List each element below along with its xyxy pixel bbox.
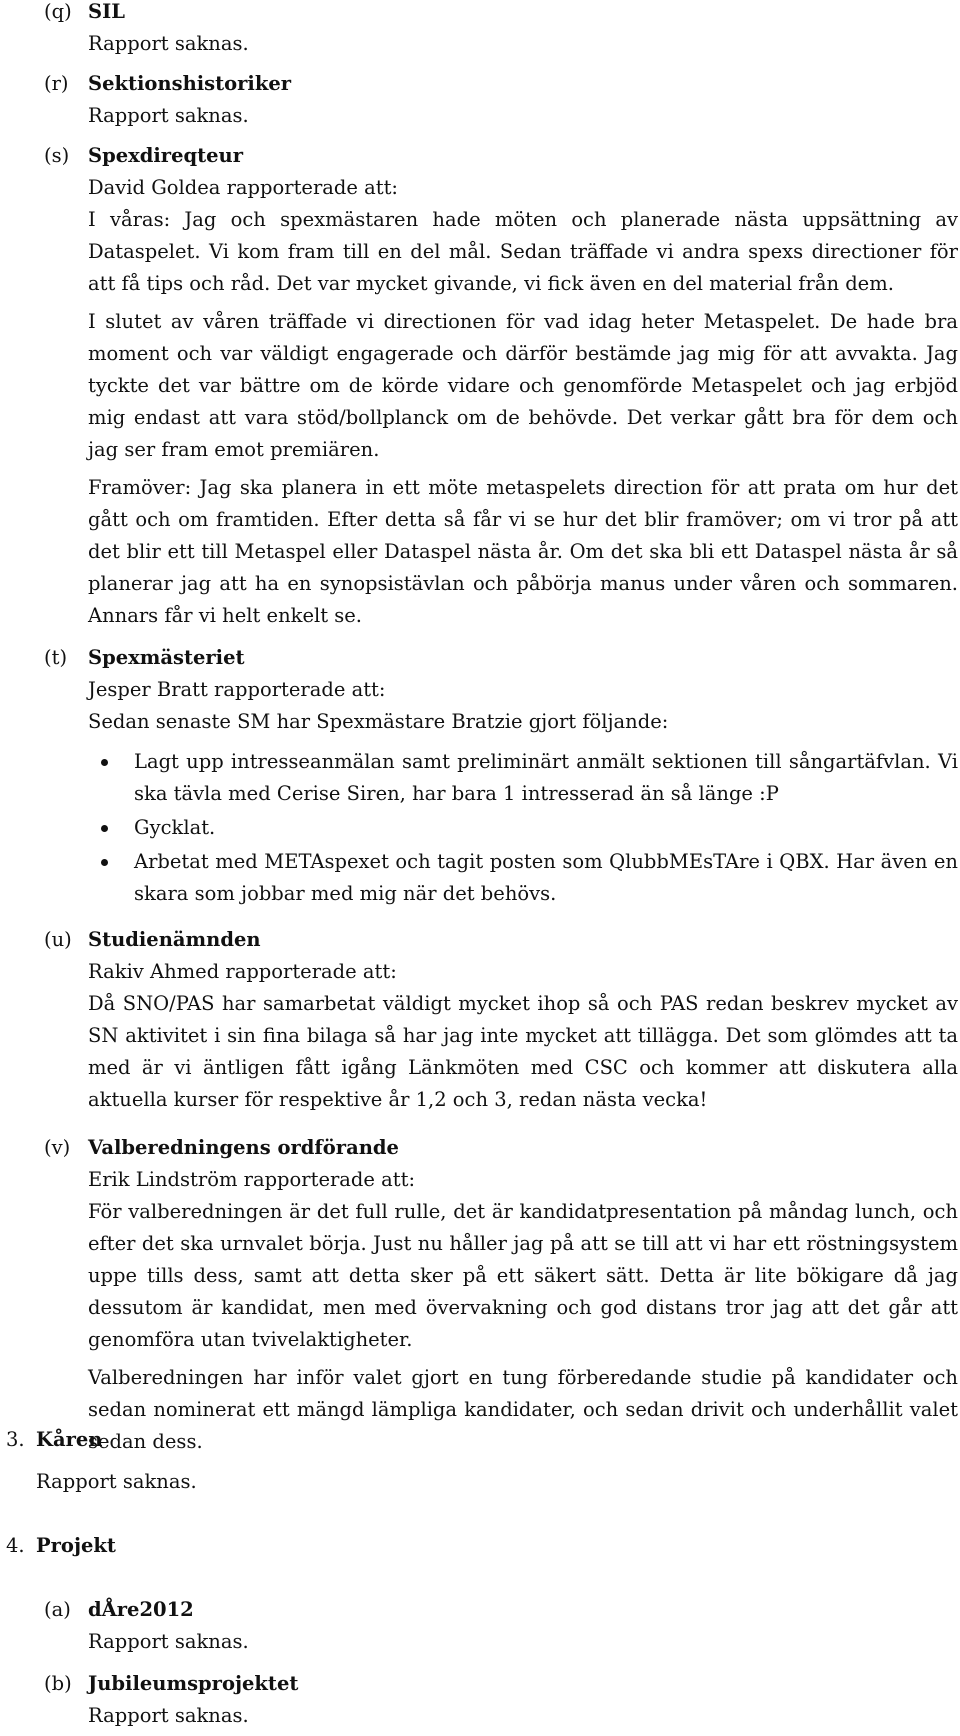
item-number: 4.	[6, 1534, 25, 1557]
bullet-icon	[101, 759, 108, 766]
paragraph: Då SNO/PAS har samarbetat väldigt mycket ihop så och PAS redan beskrev mycket av SN aktivitet i sin fina bilaga så har jag inte mycket att tillägga. Det som glömdes att ta med är vi äntligen fått igång Länkmöten med CSC och kommer att diskutera alla aktuella kurser för respektive år 1,2 och 3, redan nästa vecka!	[88, 992, 958, 1111]
section-q	[0, 0, 960, 60]
list-item: Arbetat med METAspexet och tagit posten som QlubbMEsTAre i QBX. Har även en skara som jobbar med mig när det behövs.	[88, 846, 958, 910]
list-item: Gycklat.	[88, 812, 958, 844]
paragraph: Valberedningen har inför valet gjort en tung förberedande studie på kandidater och sedan nominerat ett mängd lämpliga kandidater, och sedan drivit och underhållit valet sedan dess.	[88, 1366, 958, 1453]
item-label: (a)	[44, 1598, 71, 1621]
item-label: (u)	[44, 928, 72, 951]
section-title: Valberedningens ordförande	[88, 1136, 399, 1159]
item-label: (b)	[44, 1672, 72, 1695]
section-title: Sektionshistoriker	[88, 72, 292, 95]
section-title: SIL	[88, 0, 125, 23]
section-r	[0, 68, 960, 132]
section-t	[0, 642, 960, 912]
report-status: Rapport saknas.	[88, 1704, 249, 1727]
paragraph: I våras: Jag och spexmästaren hade möten och planerade nästa uppsättning av Dataspelet. Vi kom fram till en del mål. Sedan träffade vi andra spexs directioner för att få tips och råd. Det var mycket givande, vi fick även en del material från dem.	[88, 208, 958, 295]
intro-line: Sedan senaste SM har Spexmästare Bratzie gjort följande:	[88, 710, 669, 733]
bullet-list	[88, 746, 958, 910]
section-karen	[6, 1424, 906, 1498]
section-title: Kåren	[36, 1428, 103, 1451]
item-label: (q)	[44, 0, 72, 23]
section-projekt	[6, 1530, 906, 1562]
paragraph: För valberedningen är det full rulle, det är kandidatpresentation på måndag lunch, och efter det ska urnvalet börja. Just nu håller jag på att se till att vi har ett röstningsystem uppe tills dess, samt att detta sker på ett säkert sätt. Detta är lite bökigare då jag dessutom är kandidat, men med övervakning och god distans tror jag att det går att genomföra utan tvivelaktigheter.	[88, 1200, 958, 1351]
section-s	[0, 140, 960, 632]
paragraph: I slutet av våren träffade vi directionen för vad idag heter Metaspelet. De hade bra moment och var väldigt engagerade och därför bestämde jag mig för att avvakta. Jag tyckte det var bättre om de körde vidare och genomförde Metaspelet och jag erbjöd mig endast att vara stöd/bollplanck om de behövde. Det verkar gått bra för dem och jag ser fram emot premiären.	[88, 310, 958, 461]
section-title: Studienämnden	[88, 928, 261, 951]
section-title: dÅre2012	[88, 1598, 194, 1621]
reporter-line: Erik Lindström rapporterade att:	[88, 1168, 416, 1191]
reporter-line: David Goldea rapporterade att:	[88, 176, 398, 199]
paragraph: Framöver: Jag ska planera in ett möte metaspelets direction för att prata om hur det gått och om framtiden. Efter detta så får vi se hur det blir framöver; om vi tror på att det blir ett till Metaspel eller Dataspel nästa år. Om det ska bli ett Dataspel nästa år så planerar jag att ha en synopsistävlan och påbörja manus under våren och sommaren. Annars får vi helt enkelt se.	[88, 476, 958, 627]
reporter-line: Jesper Bratt rapporterade att:	[88, 678, 386, 701]
item-label: (v)	[44, 1136, 71, 1159]
reporter-line: Rakiv Ahmed rapporterade att:	[88, 960, 397, 983]
report-status: Rapport saknas.	[88, 1630, 249, 1653]
section-title: Jubileumsprojektet	[88, 1672, 299, 1695]
section-title: Spexdireqteur	[88, 144, 243, 167]
report-status: Rapport saknas.	[88, 32, 249, 55]
report-status: Rapport saknas.	[88, 104, 249, 127]
report-status: Rapport saknas.	[36, 1470, 197, 1493]
section-a	[0, 1594, 960, 1658]
item-label: (r)	[44, 72, 69, 95]
bullet-icon	[101, 825, 108, 832]
list-item: Lagt upp intresseanmälan samt preliminärt anmält sektionen till sångartäfvlan. Vi ska tävla med Cerise Siren, har bara 1 intresserad än så länge :P	[88, 746, 958, 810]
bullet-icon	[101, 859, 108, 866]
section-title: Projekt	[36, 1534, 116, 1557]
section-u	[0, 924, 960, 1116]
section-b	[0, 1668, 960, 1732]
item-number: 3.	[6, 1428, 25, 1451]
section-title: Spexmästeriet	[88, 646, 245, 669]
section-v	[0, 1132, 960, 1458]
item-label: (s)	[44, 144, 70, 167]
item-label: (t)	[44, 646, 68, 669]
